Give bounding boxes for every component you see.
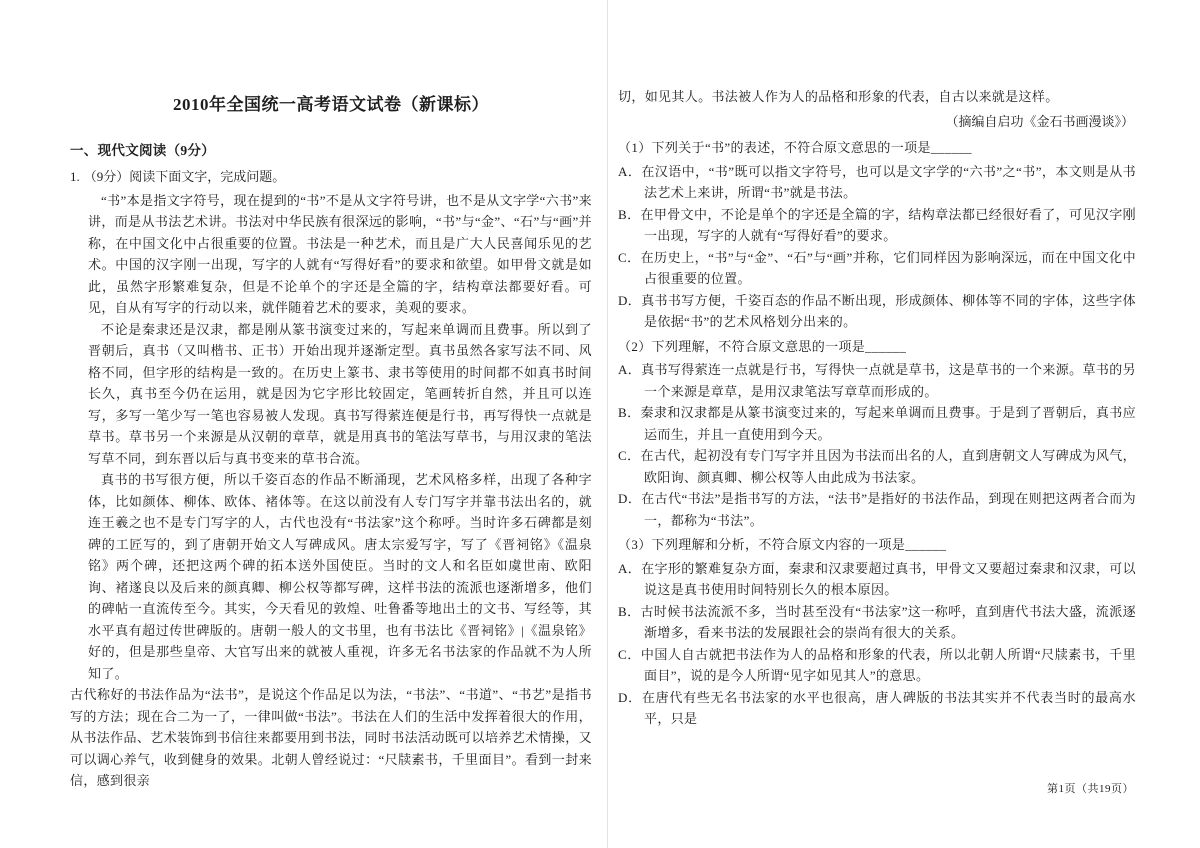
- question-1-stem: （1）下列关于“书”的表述，不符合原文意思的一项是______: [618, 140, 972, 155]
- section-heading: 一、现代文阅读（9分）: [70, 143, 216, 158]
- passage-continuation: 切，如见其人。书法被人作为人的品格和形象的代表，自古以来就是这样。: [618, 89, 1059, 104]
- question-1-number: 1.: [70, 169, 80, 184]
- right-column: [618, 84, 1136, 792]
- option-a-label: A．: [618, 560, 642, 576]
- option-c-text: 在古代，起初没有专门写字并且因为书法而出名的人，直到唐朝文人写碑成为风气，欧阳询、颜真卿、柳公权等人由此成为书法家。: [640, 448, 1137, 485]
- question-1-intro-text: （9分）阅读下面文字，完成问题。: [83, 169, 286, 184]
- question-2-option-d: [618, 488, 1136, 531]
- question-3-option-d: [618, 687, 1136, 730]
- option-b-text: 在甲骨文中，不论是单个的字还是全篇的字，结构章法都已经很好看了，可见汉字刚一出现，写字的人就有“写得好看”的要求。: [640, 206, 1137, 243]
- question-block-3: [618, 534, 1136, 730]
- question-3-stem: （3）下列理解和分析，不符合原文内容的一项是______: [618, 537, 947, 552]
- option-a-text: 在字形的繁难复杂方面，秦隶和汉隶要超过真书，甲骨文又要超过秦隶和汉隶，可以说这是真书使用时间特别长久的根本原因。: [641, 560, 1136, 597]
- passage-paragraph-2: 不论是秦隶还是汉隶，都是刚从篆书演变过来的，写起来单调而且费事。所以到了晋朝后，真书（又叫楷书、正书）开始出现并逐渐定型。真书虽然各家写法不同、风格不同，但字形的结构是一致的。在历史上篆书、隶书等使用的时间都不如真书时间长久，真书至今仍在运用，就是因为它字形比较固定，笔画转折自然，并且可以连写，多写一笔少写一笔也容易被人发现。真书写得萦连便是行书，再写得快一点就是草书。草书另一个来源是从汉朝的章草，就是用真书的笔法写草书，与用汉隶的笔法写草不同，到东晋以后与真书变来的草书合流。: [88, 321, 592, 466]
- passage-paragraph-4: 古代称好的书法作品为“法书”，是说这个作品足以为法，“书法”、“书道”、“书艺”是指书写的方法；现在合二为一了，一律叫做“书法”。书法在人们的生活中发挥着很大的作用，从书法作品、艺术装饰到书信往来都要用到书法，同时书法活动既可以培养艺术情操，又可以调心养气，收到健身的效果。北朝人曾经说过：“尺牍素书，千里面目”。看到一封来信，感到很亲: [70, 687, 592, 788]
- option-b-text: 古时候书法流派不多，当时甚至没有“书法家”这一称呼，直到唐代书法大盛，流派逐渐增多，看来书法的发展跟社会的崇尚有很大的关系。: [640, 603, 1136, 640]
- page-number-footer: 第1页（共19页）: [1047, 783, 1134, 795]
- option-d-text: 在唐代有些无名书法家的水平也很高，唐人碑版的书法其实并不代表当时的最高水平，只是: [641, 689, 1136, 726]
- option-b-text: 秦隶和汉隶都是从篆书演变过来的，写起来单调而且费事。于是到了晋朝后，真书应运而生，并且一直使用到今天。: [640, 405, 1137, 442]
- left-column: [70, 84, 592, 792]
- option-c-label: C．: [618, 646, 641, 662]
- document-title: 2010年全国统一高考语文试卷（新课标）: [173, 95, 489, 114]
- question-2-stem: （2）下列理解，不符合原文意思的一项是______: [618, 338, 907, 354]
- option-d-label: D．: [618, 689, 642, 705]
- question-1-option-b: [618, 204, 1136, 247]
- option-a-label: A．: [618, 362, 642, 377]
- option-c-label: C．: [618, 249, 641, 265]
- option-a-text: 真书写得萦连一点就是行书，写得快一点就是草书，这是草书的一个来源。草书的另一个来源是章草，是用汉隶笔法写章草而形成的。: [641, 362, 1136, 399]
- option-d-label: D．: [618, 292, 642, 308]
- passage-paragraph-3: 真书的书写很方便，所以千姿百态的作品不断涌现，艺术风格多样，出现了各种字体，比如颜体、柳体、欧体、褚体等。在这以前没有人专门写字并靠书法出名的，就连王羲之也不是专门写字的人，古代也没有“书法家”这个称呼。当时许多石碑都是刻碑的工匠写的，到了唐朝开始文人写碑成风。唐太宗爱写字，写了《晋祠铭》《温泉铭》两个碑，还把这两个碑的拓本送外国使臣。当时的文人和名臣如虞世南、欧阳询、褚遂良以及后来的颜真卿、柳公权等都写碑，这样书法的流派也逐渐增多，他们的碑帖一直流传至今。其实，今天看见的敦煌、吐鲁番等地出土的文书、写经等，其水平真有超过传世碑版的。唐朝一般人的文书里，也有书法比《晋祠铭》|《温泉铭》好的，但是那些皇帝、大官写出来的就被人重视，许多无名书法家的作品就不为人所知了。: [88, 472, 592, 681]
- question-1-option-a: [618, 161, 1136, 204]
- question-2-option-a: [618, 359, 1136, 402]
- two-column-layout: [70, 84, 1136, 792]
- option-d-text: 真书书写方便，千姿百态的作品不断出现，形成颜体、柳体等不同的字体，这些字体是依据“书”的艺术风格划分出来的。: [641, 292, 1136, 329]
- question-block-1: [618, 137, 1136, 333]
- option-b-label: B．: [618, 206, 641, 222]
- option-a-text: 在汉语中，“书”既可以指文字符号，也可以是文字学的“六书”之“书”，本文则是从书法艺术上来讲，所谓“书”就是书法。: [641, 163, 1137, 200]
- question-1-option-c: [618, 247, 1136, 290]
- question-2-option-b: [618, 402, 1136, 445]
- question-3-option-a: [618, 558, 1136, 601]
- option-c-label: C．: [618, 448, 641, 463]
- question-1-option-d: [618, 290, 1136, 333]
- option-d-label: D．: [618, 491, 642, 506]
- option-c-text: 在历史上，“书”与“金”、“石”与“画”并称，它们同样因为影响深远，而在中国文化中占很重要的位置。: [640, 249, 1137, 286]
- question-1-intro: [70, 166, 592, 188]
- source-attribution: （摘编自启功《金石书画漫谈》）: [945, 113, 1134, 129]
- question-3-option-b: [618, 601, 1136, 644]
- option-c-text: 中国人自古就把书法作为人的品格和形象的代表，所以北朝人所谓“尺牍素书，千里面目”，说的是今人所谓“见字如见其人”的意思。: [640, 646, 1136, 683]
- passage-paragraph-1: “书”本是指文字符号，现在提到的“书”不是从文字符号讲，也不是从文字学“六书”来讲，而是从书法艺术讲。书法对中华民族有很深远的影响，“书”与“金”、“石”与“画”并称，在中国文化中占很重要的位置。书法是一种艺术，而且是广大人民喜闻乐见的艺术。中国的汉字刚一出现，写字的人就有“写得好看”的要求和欲望。如甲骨文就是如此，虽然字形繁难复杂，但是不论单个的字还是全篇的字，结构章法都要好看。可见，自从有写字的行动以来，就伴随着艺术的要求，美观的要求。: [88, 192, 592, 315]
- option-d-text: 在古代“书法”是指书写的方法，“法书”是指好的书法作品，到现在则把这两者合而为一，都称为“书法”。: [641, 491, 1136, 528]
- question-2-option-c: [618, 445, 1136, 488]
- column-divider: [607, 0, 608, 848]
- option-b-label: B．: [618, 603, 641, 619]
- option-a-label: A．: [618, 163, 642, 179]
- question-3-option-c: [618, 644, 1136, 687]
- option-b-label: B．: [618, 405, 641, 420]
- question-block-2: [618, 336, 1136, 532]
